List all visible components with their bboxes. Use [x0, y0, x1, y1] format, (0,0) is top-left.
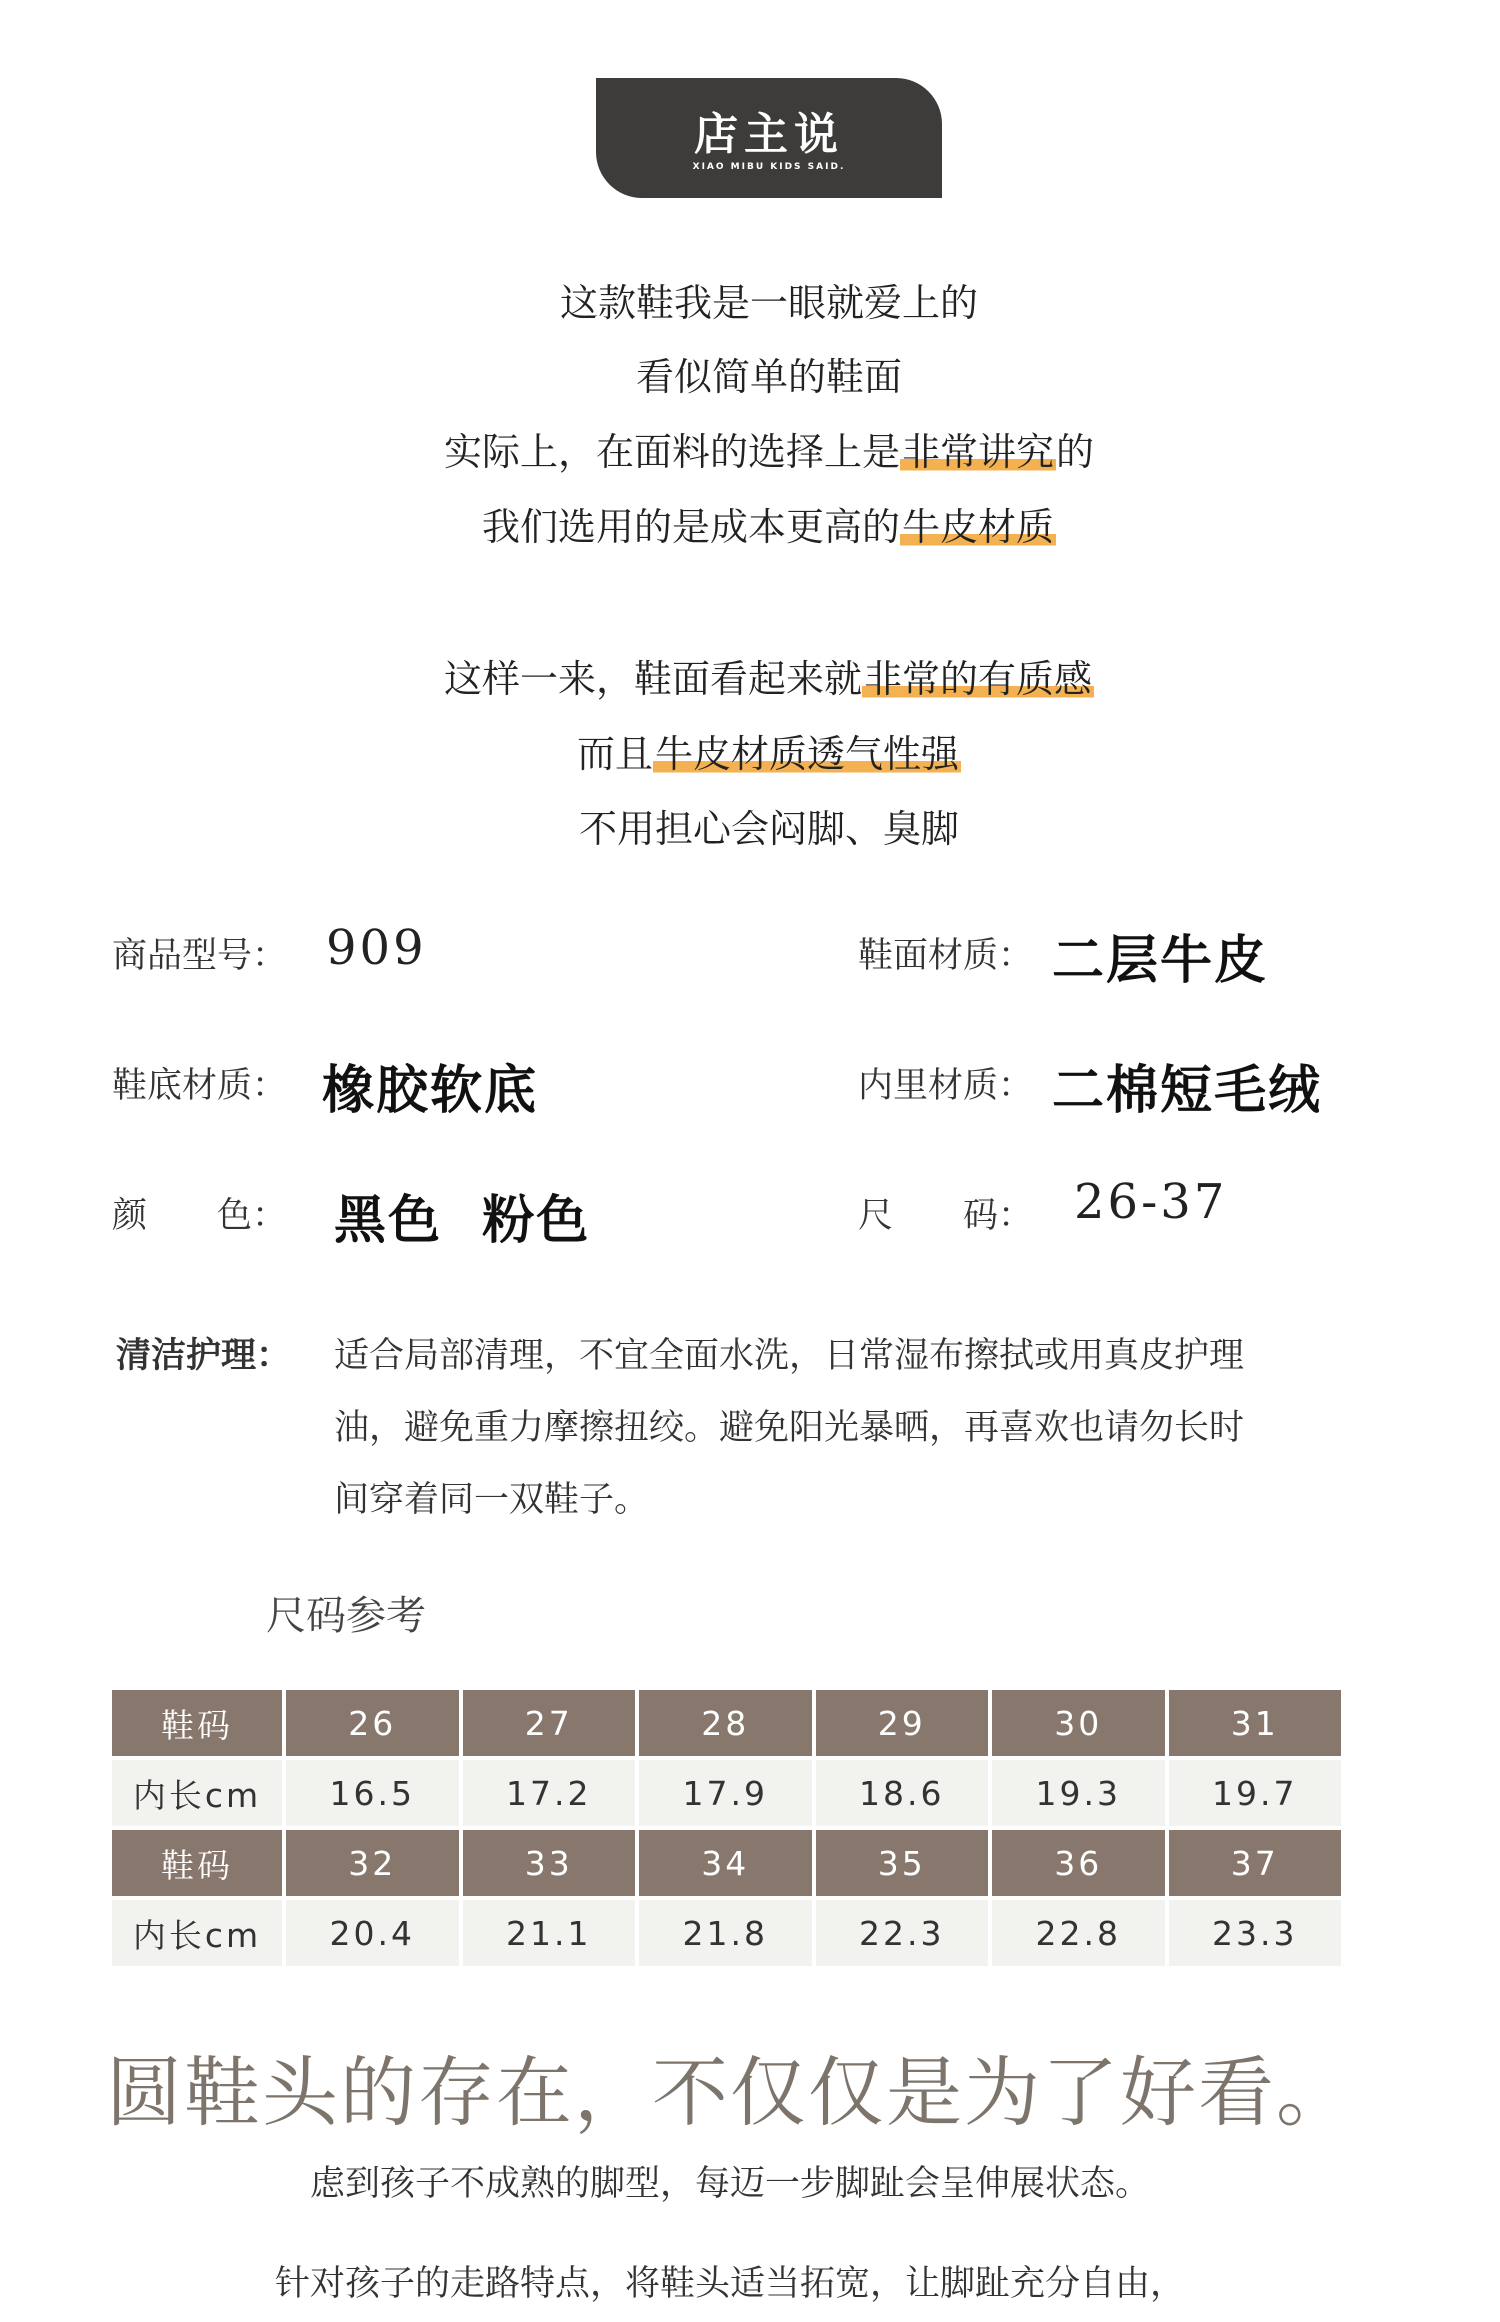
table-cell: 22.3: [816, 1900, 989, 1966]
table-cell: 26: [286, 1690, 459, 1756]
table-cell: 18.6: [816, 1760, 989, 1826]
table-row: [112, 1830, 1341, 1896]
table-cell: 17.9: [639, 1760, 812, 1826]
intro-text: 实际上，在面料的选择上是: [443, 430, 900, 474]
sole-material-label: 鞋底材质：: [112, 1066, 288, 1106]
table-row: [112, 1690, 1341, 1756]
upper-material-value: 二层牛皮: [1052, 931, 1269, 991]
table-cell: 32: [286, 1830, 459, 1896]
row-header-inner-length: 内长cm: [112, 1760, 282, 1826]
highlighted-text: 牛皮材质: [902, 505, 1055, 549]
shop-owner-says-tag: [596, 78, 942, 198]
care-text-line: 间穿着同一双鞋子。: [334, 1480, 650, 1520]
table-cell: 30: [992, 1690, 1165, 1756]
table-cell: 35: [816, 1830, 989, 1896]
intro-line: 看似简单的鞋面: [635, 355, 902, 399]
size-range-label: 尺 码：: [858, 1196, 1034, 1236]
care-text-line: 适合局部清理，不宜全面水洗，日常湿布擦拭或用真皮护理: [334, 1336, 1245, 1376]
intro-text: 的: [1056, 430, 1095, 474]
size-chart-table: [108, 1686, 1345, 1970]
table-cell: 29: [816, 1690, 989, 1756]
intro-text: 我们选用的是成本更高的: [481, 505, 900, 549]
table-row: [112, 1760, 1341, 1826]
table-cell: 34: [639, 1830, 812, 1896]
bottom-text-line: 虑到孩子不成熟的脚型，每迈一步脚趾会呈伸展状态。: [309, 2164, 1150, 2204]
care-text-line: 油，避免重力摩擦扭绞。避免阳光暴晒，再喜欢也请勿长时: [334, 1408, 1245, 1448]
row-header-inner-length: 内长cm: [112, 1900, 282, 1966]
size-range-value: 26-37: [1074, 1174, 1228, 1230]
color-label: 颜 色：: [112, 1196, 288, 1236]
row-header-shoe-size: 鞋码: [112, 1830, 282, 1896]
row-header-shoe-size: 鞋码: [112, 1690, 282, 1756]
care-label: 清洁护理：: [116, 1336, 292, 1376]
table-cell: 23.3: [1169, 1900, 1342, 1966]
tag-subtitle: XIAO MIBU KIDS SAID.: [692, 162, 846, 172]
table-cell: 31: [1169, 1690, 1342, 1756]
model-label: 商品型号：: [112, 936, 288, 976]
table-cell: 36: [992, 1830, 1165, 1896]
table-cell: 22.8: [992, 1900, 1165, 1966]
intro-line: [0, 502, 1500, 552]
tag-title: 店主说: [694, 109, 844, 160]
lining-material-value: 二棉短毛绒: [1052, 1061, 1323, 1121]
table-cell: 37: [1169, 1830, 1342, 1896]
lining-material-label: 内里材质：: [858, 1066, 1034, 1106]
table-cell: 33: [463, 1830, 636, 1896]
table-cell: 28: [639, 1690, 812, 1756]
intro-line: [0, 654, 1500, 704]
table-cell: 16.5: [286, 1760, 459, 1826]
table-cell: 21.8: [639, 1900, 812, 1966]
round-toe-headline: 圆鞋头的存在，不仅仅是为了好看。: [106, 2048, 1354, 2137]
table-row: [112, 1900, 1341, 1966]
highlighted-text: 非常的有质感: [864, 657, 1093, 701]
table-cell: 19.7: [1169, 1760, 1342, 1826]
upper-material-label: 鞋面材质：: [858, 936, 1034, 976]
highlighted-text: 非常讲究: [901, 430, 1054, 474]
size-chart-title: 尺码参考: [266, 1593, 426, 1639]
intro-line: 这款鞋我是一眼就爱上的: [559, 281, 978, 325]
bottom-text-line: 针对孩子的走路特点，将鞋头适当拓宽，让脚趾充分自由，: [274, 2264, 1185, 2304]
intro-line: [0, 427, 1500, 477]
intro-text: 这样一来，鞋面看起来就: [443, 657, 862, 701]
table-cell: 17.2: [463, 1760, 636, 1826]
table-cell: 20.4: [286, 1900, 459, 1966]
intro-text: 而且: [576, 732, 653, 776]
intro-line: 不用担心会闷脚、臭脚: [578, 807, 959, 851]
model-value: 909: [326, 920, 427, 976]
sole-material-value: 橡胶软底: [322, 1061, 539, 1121]
color-value: 黑色 粉色: [334, 1191, 591, 1251]
table-cell: 19.3: [992, 1760, 1165, 1826]
table-cell: 21.1: [463, 1900, 636, 1966]
highlighted-text: 牛皮材质透气性强: [655, 732, 960, 776]
intro-line: [0, 729, 1500, 779]
table-cell: 27: [463, 1690, 636, 1756]
